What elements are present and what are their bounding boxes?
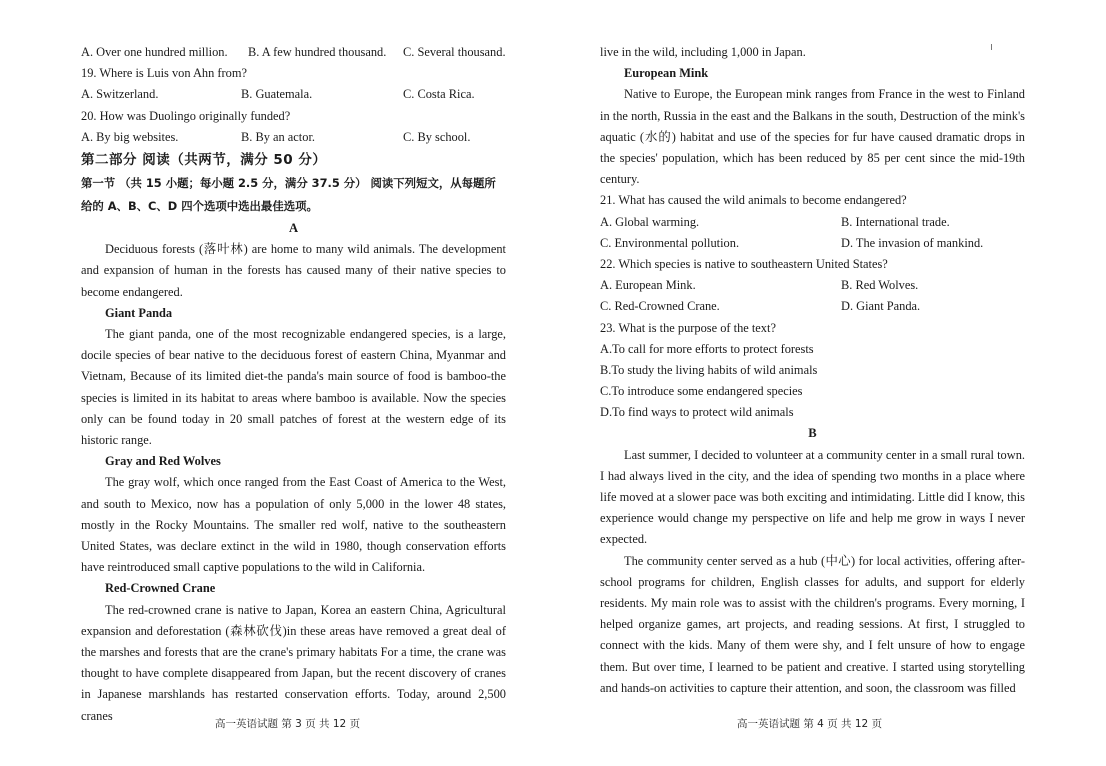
option: A. European Mink. <box>600 278 696 293</box>
option: B. A few hundred thousand. <box>248 45 387 59</box>
passage-b-label: B <box>808 426 817 441</box>
option: C. Environmental pollution. <box>600 235 740 250</box>
option: B.To study the living habits of wild animals <box>600 362 818 377</box>
option: B. Red Wolves. <box>841 278 919 293</box>
crane-text: The red-crowned crane is native to Japan, Korea an eastern China, Agricultural expansion and deforestation (森林砍伐)in these areas have removed a great deal of the marshes and forests that are the crane's primary habitats For a time, the crane was thought to have complete disappeared from Japan, but the recent discovery of cranes in Japanese marshlands has restarted conservation efforts. Today, around 2,500 cranes <box>81 602 506 723</box>
passage-b-para-2: The community center served as a hub (中心) for local activities, offering after-school programs for children, English classes for adults, and support for elderly residents. My main role was to assist with the children's programs. Every morning, I helped organize games, art projects, and reading sessions. At first, I struggled to connect with the kids. Many of them were shy, and I felt unsure of how to engage them. But over time, I learned to be patient and creative. I started using storytelling and hands-on activities to capture their attention, and soon, the classroom was filled <box>600 553 1025 695</box>
q22-options-row2 <box>600 296 1025 317</box>
q20-options <box>81 127 506 148</box>
option: B. By an actor. <box>241 129 315 144</box>
option: B. International trade. <box>841 214 950 229</box>
passage-a-label: A <box>288 220 299 235</box>
q21-options-row1 <box>600 212 1025 233</box>
page-footer-right: 高一英语试题 第 4 页 共 12 页 <box>737 718 883 730</box>
q19-options <box>81 84 506 105</box>
option: C.To introduce some endangered species <box>600 384 803 399</box>
mink-text: Native to Europe, the European mink ranges from France in the west to Finland in the north, Russia in the east and the Balkans in the south, Destruction of the mink's aquatic (水的) habitat and use of the species for fur have caused dramatic drops in the species' population, which has been reduced by 85 per cent since the mid-19th century. <box>600 87 1025 187</box>
part-heading: 第二部分 阅读（共两节，满分 50 分） <box>81 151 327 168</box>
wolves-title: Gray and Red Wolves <box>105 454 221 469</box>
question-19: 19. Where is Luis von Ahn from? <box>81 66 247 81</box>
mink-title: European Mink <box>624 66 709 81</box>
option: A. Switzerland. <box>81 87 159 102</box>
option: C. Red-Crowned Crane. <box>600 299 720 314</box>
panda-text: The giant panda, one of the most recognizable endangered species, is a large, docile species of bear native to the deciduous forest of eastern China, Myanmar and Vietnam, Because of its limited diet-the panda's main source of food is bamboo-the species is limited in its habitat to areas where bamboo is available. Now the species only can be found today in 20 small patches of forest at the western edge of its historic range. <box>81 326 506 447</box>
question-20: 20. How was Duolingo originally funded? <box>81 108 291 123</box>
question-22: 22. Which species is native to southeastern United States? <box>600 256 888 271</box>
page-footer-left: 高一英语试题 第 3 页 共 12 页 <box>215 718 361 730</box>
wolves-text: The gray wolf, which once ranged from the East Coast of America to the West, and south to Mexico, now has a population of only 5,000 in the lower 48 states, mostly in the Rocky Mountains. The smaller red wolf, native to the southeastern United States, was declare extinct in the wild in 1980, though conservation efforts have reintroduced small captive populations to the wild in California. <box>81 475 506 575</box>
option: A. Global warming. <box>600 214 700 229</box>
question-23: 23. What is the purpose of the text? <box>600 320 776 335</box>
option: A.To call for more efforts to protect forests <box>600 341 814 356</box>
option: D. Giant Panda. <box>841 299 921 314</box>
question-21: 21. What has caused the wild animals to become endangered? <box>600 193 907 208</box>
option: D.To find ways to protect wild animals <box>600 405 794 420</box>
crane-title: Red-Crowned Crane <box>105 581 216 596</box>
q22-options-row1 <box>600 275 1025 296</box>
option: B. Guatemala. <box>241 87 313 102</box>
option: A. Over one hundred million. <box>81 45 228 59</box>
option: C. Costa Rica. <box>403 87 475 102</box>
section-instruction: 第一节 （共 15 小题；每小题 2.5 分，满分 37.5 分） 阅读下列短文，从每题所给的 A、B、C、D 四个选项中选出最佳选项。 <box>81 175 496 213</box>
passage-a-intro: Deciduous forests (落叶林) are home to many wild animals. The development and expansion of human in the forests has caused many of their native species to become endangered. <box>81 242 506 299</box>
option: A. By big websites. <box>81 129 179 144</box>
q21-options-row2 <box>600 233 1025 254</box>
left-page <box>81 42 506 727</box>
option: C. By school. <box>403 129 471 144</box>
crane-text-continued: live in the wild, including 1,000 in Japan. <box>600 45 806 59</box>
panda-title: Giant Panda <box>105 305 173 320</box>
q18-options <box>81 42 506 63</box>
passage-b-para-1: Last summer, I decided to volunteer at a community center in a small rural town. I had always lived in the city, and the idea of spending two months in a place where life moved at a slower pace was both exciting and intimidating. Little did I know, this experience would change my perspective on life and help me grow in ways I never expected. <box>600 447 1025 547</box>
option: C. Several thousand. <box>403 45 506 59</box>
right-page <box>600 42 1025 699</box>
option: D. The invasion of mankind. <box>841 235 984 250</box>
